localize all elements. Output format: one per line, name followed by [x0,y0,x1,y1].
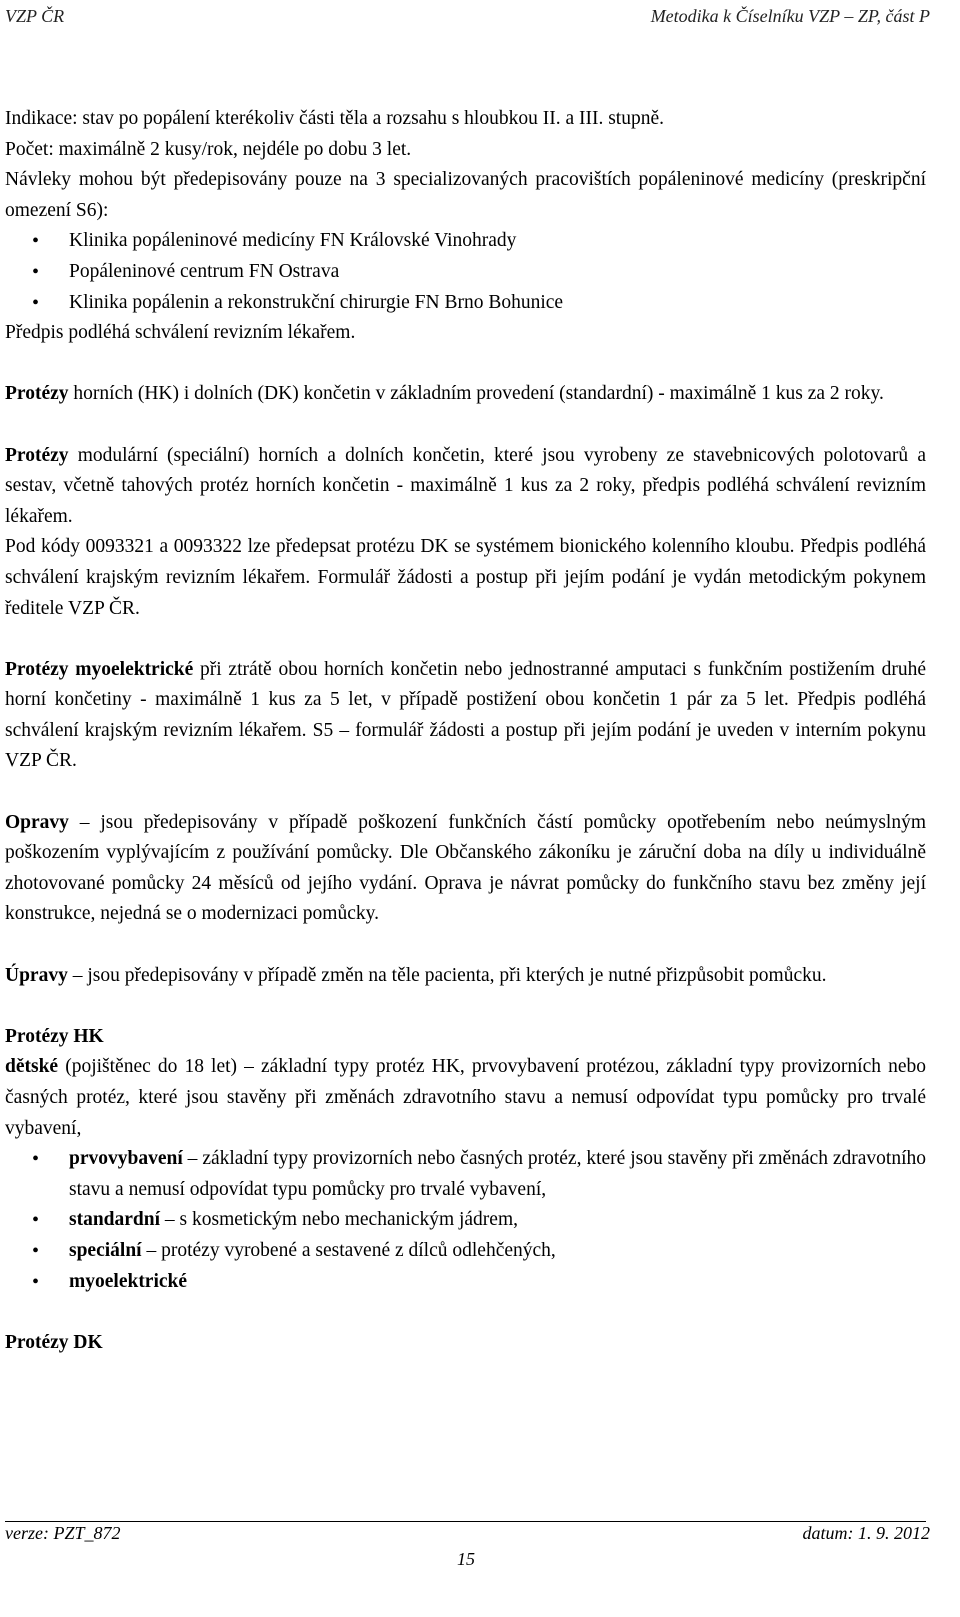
section-heading-dk: Protézy DK [5,1331,103,1353]
header-left: VZP ČR [5,6,65,26]
indication-line: Indikace: stav po popálení kterékoliv části těla a rozsahu s hloubkou II. a III. stupně. [5,108,665,129]
list-item: • Klinika popáleninové medicíny FN Královské Vinohrady [5,226,926,257]
list-item: • speciální – protézy vyrobené a sestavené z dílců odlehčených, [5,1236,926,1267]
footer-version: verze: PZT_872 [5,1523,121,1543]
bold-term: Protézy [5,383,69,405]
list-item: • Popáleninové centrum FN Ostrava [5,257,926,288]
bold-term: Úpravy [5,964,68,986]
repairs-paragraph: Opravy – jsou předepisovány v případě poškození funkčních částí pomůcky opotřebením nebo neúmyslným poškozením vyplývajícím z používání pomůcky. Dle Občanského zákoníku je záruční doba na díly u individuálně zhotovované pomůcky 24 měsíců od jejího vydání. Oprava je návrat pomůcky do funkčního stavu bez změny její konstrukce, nejedná se o modernizaci pomůcky. [5,811,926,925]
footer-divider [5,1521,926,1522]
document-body [5,104,926,1358]
bold-term: Protézy [5,444,69,466]
bionic-knee-paragraph: Pod kódy 0093321 a 0093322 lze předepsat protézu DK se systémem bionického kolenního kloubu. Předpis podléhá schválení krajským revizním lékařem. Formulář žádosti a postup při jejím podání je vydán metodickým pokynem ředitele VZP ČR. [5,536,926,619]
footer-date: datum: 1. 9. 2012 [802,1523,930,1543]
prosthesis-type-list [5,1144,926,1297]
bold-term: dětské [5,1056,59,1078]
section-heading-hk: Protézy HK [5,1025,104,1047]
clinic-list [5,226,926,318]
children-paragraph: dětské (pojištěnec do 18 let) – základní typy protéz HK, prvovybavení protézou, základní typy provizorních nebo časných protéz, které jsou stavěny při změnách zdravotního stavu a nemusí odpovídat typu pomůcky pro trvalé vybavení, [5,1056,926,1139]
prosthesis-myoelectric-paragraph: Protézy myoelektrické při ztrátě obou horních končetin nebo jednostranné amputaci s funkčním postižením druhé horní končetiny - maximálně 1 kus za 5 let, v případě postižení obou končetin 1 pár za 5 let. Předpis podléhá schválení krajským revizním lékařem. S5 – formulář žádosti a postup při jejím podání je uveden v interním pokynu VZP ČR. [5,658,927,772]
bold-term: Protézy myoelektrické [5,658,194,680]
approval-line: Předpis podléhá schválení revizním lékařem. [5,322,356,344]
list-item: • standardní – s kosmetickým nebo mechanickým jádrem, [5,1205,926,1236]
sleeves-paragraph: Návleky mohou být předepisovány pouze na 3 specializovaných pracovištích popáleninové medicíny (preskripční omezení S6): [5,169,926,221]
prosthesis-modular-paragraph: Protézy modulární (speciální) horních a dolních končetin, které jsou vyrobeny ze stavebnicových polotovarů a sestav, včetně tahových protéz horních končetin - maximálně 1 kus za 2 roky, předpis podléhá schválení revizním lékařem. [5,444,926,527]
list-item: • myoelektrické [5,1267,926,1298]
header-right: Metodika k Číselníku VZP – ZP, část P [650,6,930,26]
list-item: • prvovybavení – základní typy provizorních nebo časných protéz, které jsou stavěny při změnách zdravotního stavu a nemusí odpovídat typu pomůcky pro trvalé vybavení, [5,1144,926,1205]
page-number: 15 [457,1549,475,1569]
adjustments-paragraph: Úpravy – jsou předepisovány v případě změn na těle pacienta, při kterých je nutné přizpůsobit pomůcku. [5,964,827,986]
prosthesis-standard-paragraph: Protézy horních (HK) i dolních (DK) končetin v základním provedení (standardní) - maximálně 1 kus za 2 roky. [5,383,884,405]
count-line: Počet: maximálně 2 kusy/rok, nejdéle po dobu 3 let. [5,138,412,160]
list-item: • Klinika popálenin a rekonstrukční chirurgie FN Brno Bohunice [5,288,926,319]
bold-term: Opravy [5,811,69,833]
